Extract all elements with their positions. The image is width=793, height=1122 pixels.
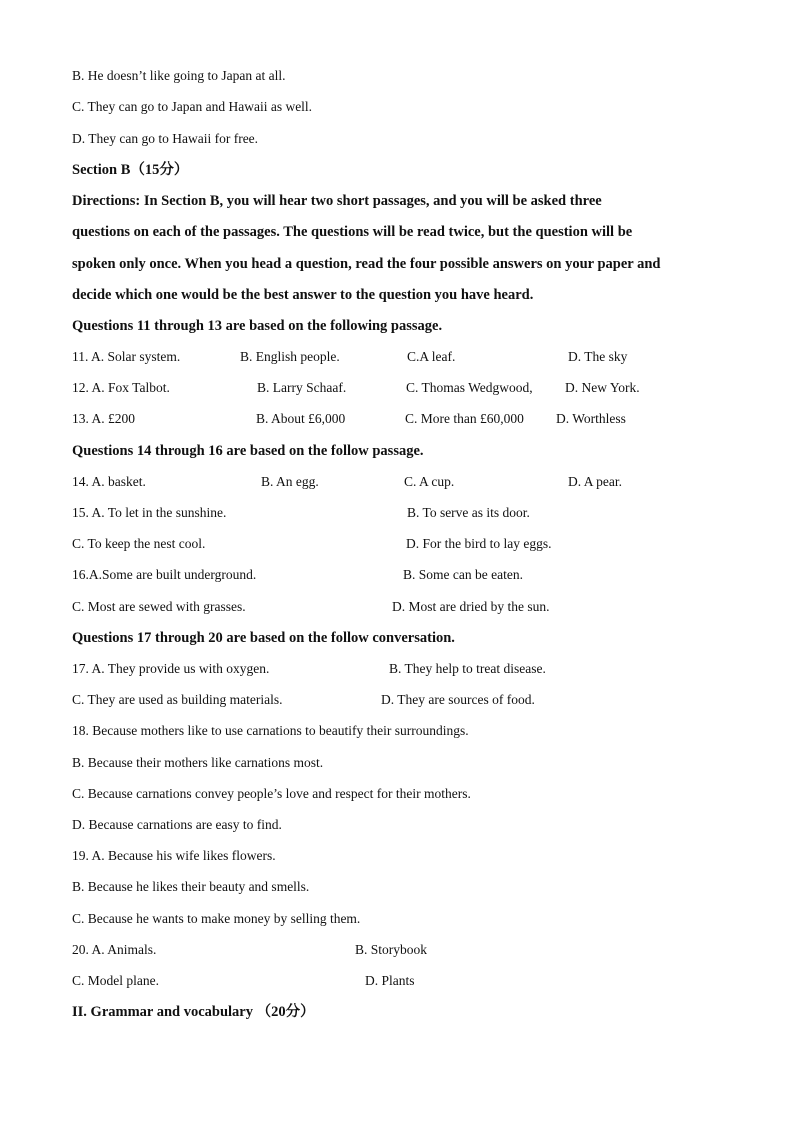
q16-option-b: B. Some can be eaten.	[403, 567, 523, 582]
q18-option-d: D. Because carnations are easy to find.	[72, 817, 282, 832]
q14-option-a: 14. A. basket.	[72, 474, 146, 489]
q19-option-c: C. Because he wants to make money by selling them.	[72, 911, 361, 926]
q11-option-b: B. English people.	[240, 349, 340, 364]
q11-option-c: C.A leaf.	[407, 349, 456, 364]
directions-line-4: decide which one would be the best answer to the question you have heard.	[72, 287, 534, 303]
q16-option-c: C. Most are sewed with grasses.	[72, 599, 246, 614]
q16-option-a: 16.A.Some are built underground.	[72, 567, 257, 582]
group1-heading: Questions 11 through 13 are based on the following passage.	[72, 318, 443, 334]
q17-option-c: C. They are used as building materials.	[72, 692, 283, 707]
q18-option-b: B. Because their mothers like carnations most.	[72, 755, 324, 770]
section-b-heading: Section B（15分）	[72, 162, 189, 178]
q11-option-d: D. The sky	[568, 349, 628, 364]
section-2-heading: II. Grammar and vocabulary （20分）	[72, 1004, 315, 1020]
directions-line-3: spoken only once. When you head a question, read the four possible answers on your paper and	[72, 256, 661, 272]
q19-option-a: 19. A. Because his wife likes flowers.	[72, 848, 276, 863]
q13-option-b: B. About £6,000	[256, 411, 346, 426]
q15-option-a: 15. A. To let in the sunshine.	[72, 505, 227, 520]
group2-heading: Questions 14 through 16 are based on the follow passage.	[72, 443, 424, 459]
q12-option-b: B. Larry Schaaf.	[257, 380, 347, 395]
q13-option-d: D. Worthless	[556, 411, 626, 426]
q17-option-d: D. They are sources of food.	[381, 692, 535, 707]
q14-option-b: B. An egg.	[261, 474, 319, 489]
directions-line-2: questions on each of the passages. The questions will be read twice, but the question will be	[72, 224, 633, 240]
q18-option-c: C. Because carnations convey people’s love and respect for their mothers.	[72, 786, 471, 801]
q14-option-c: C. A cup.	[404, 474, 455, 489]
q13-option-a: 13. A. £200	[72, 411, 136, 426]
q20-option-c: C. Model plane.	[72, 973, 159, 988]
q20-option-d: D. Plants	[365, 973, 415, 988]
q15-option-c: C. To keep the nest cool.	[72, 536, 206, 551]
q19-option-b: B. Because he likes their beauty and smells.	[72, 879, 310, 894]
q10-option-b: B. He doesn’t like going to Japan at all.	[72, 68, 286, 83]
q20-option-a: 20. A. Animals.	[72, 942, 157, 957]
q16-option-d: D. Most are dried by the sun.	[392, 599, 550, 614]
q12-option-d: D. New York.	[565, 380, 640, 395]
q15-option-d: D. For the bird to lay eggs.	[406, 536, 552, 551]
q10-option-c: C. They can go to Japan and Hawaii as well.	[72, 99, 313, 114]
q10-option-d: D. They can go to Hawaii for free.	[72, 131, 259, 146]
q14-option-d: D. A pear.	[568, 474, 622, 489]
q18-option-a: 18. Because mothers like to use carnations to beautify their surroundings.	[72, 723, 469, 738]
q15-option-b: B. To serve as its door.	[407, 505, 530, 520]
q13-option-c: C. More than £60,000	[405, 411, 524, 426]
directions-line-1: Directions: In Section B, you will hear two short passages, and you will be asked three	[72, 193, 602, 209]
q20-option-b: B. Storybook	[355, 942, 428, 957]
q17-option-a: 17. A. They provide us with oxygen.	[72, 661, 270, 676]
q11-option-a: 11. A. Solar system.	[72, 349, 181, 364]
q12-option-a: 12. A. Fox Talbot.	[72, 380, 170, 395]
q17-option-b: B. They help to treat disease.	[389, 661, 546, 676]
q12-option-c: C. Thomas Wedgwood,	[406, 380, 533, 395]
group3-heading: Questions 17 through 20 are based on the follow conversation.	[72, 630, 455, 646]
